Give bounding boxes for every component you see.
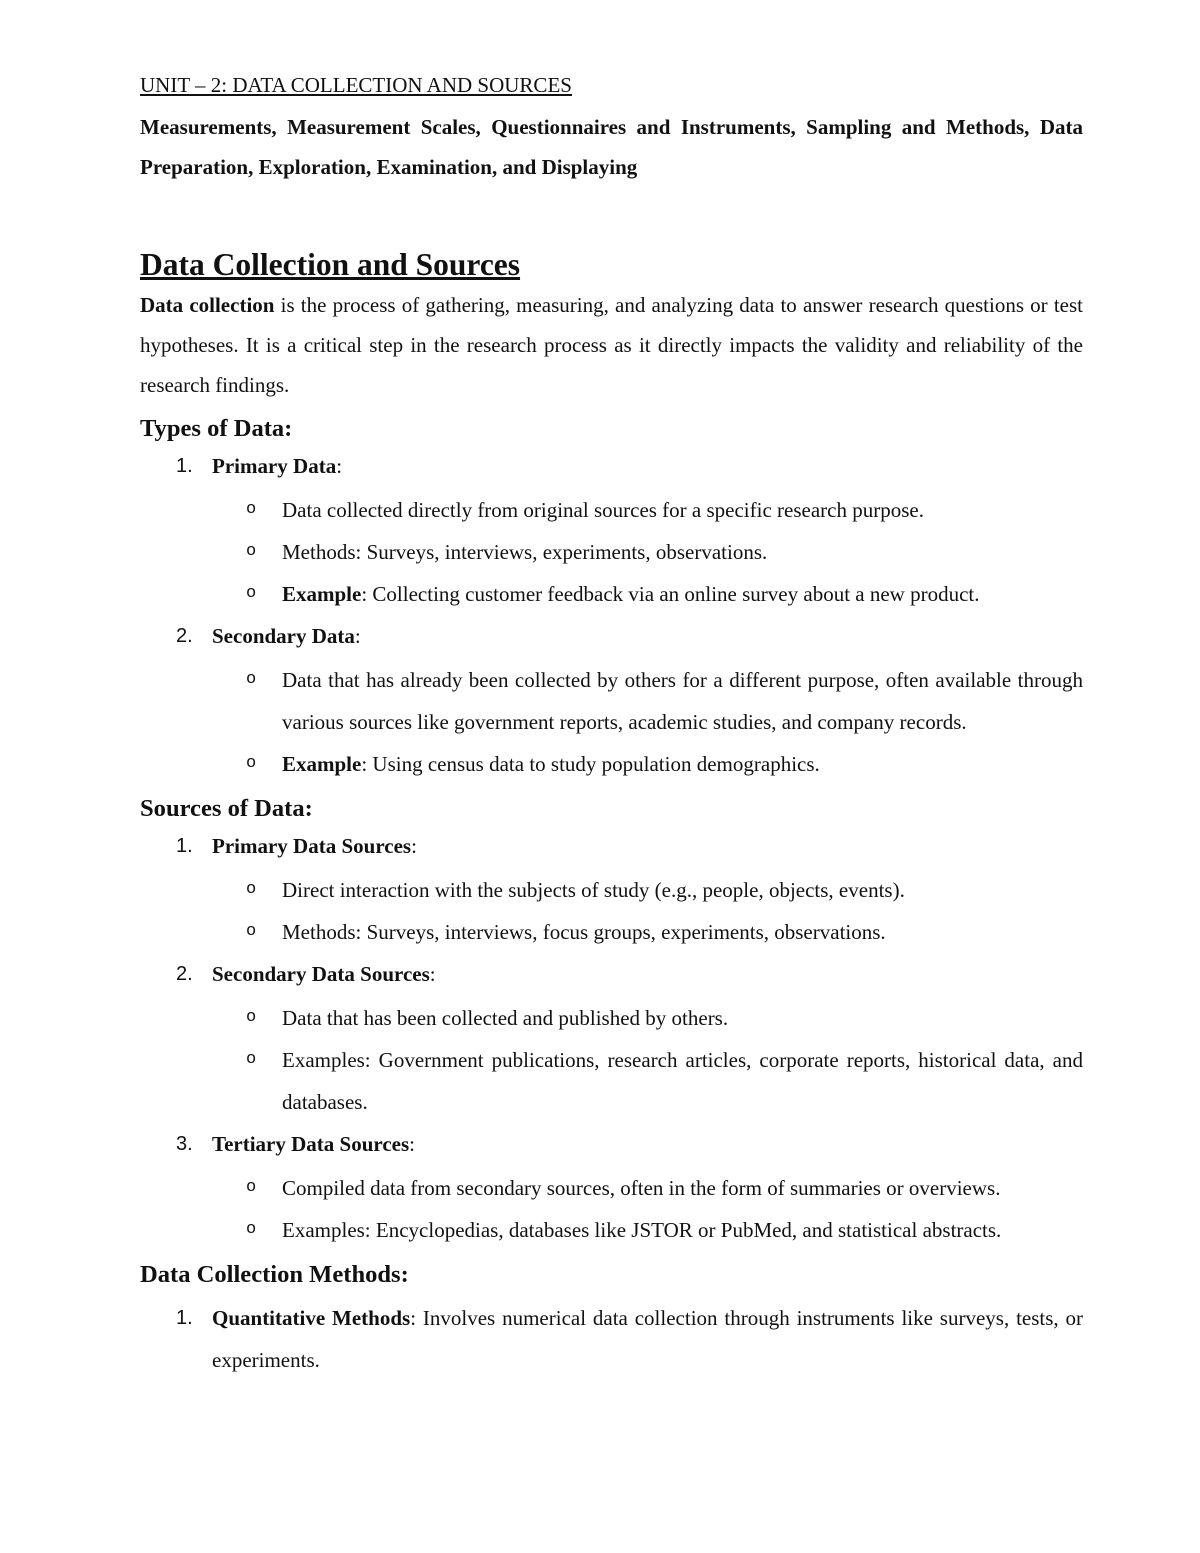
sub-list-item: o Methods: Surveys, interviews, focus groups, experiments, observations. <box>212 911 1083 953</box>
bullet-icon: o <box>246 500 257 519</box>
list-item: 1. Quantitative Methods: Involves numerical data collection through instruments like surveys, tests, or experiments. <box>140 1297 1083 1381</box>
intro-paragraph <box>140 285 1083 405</box>
list-item: 1. Primary Data Sources: o Direct interaction with the subjects of study (e.g., people, objects, events). o Methods: Surveys, interviews, focus groups, experiments, observations. <box>140 831 1083 953</box>
sub-list-item: o Examples: Government publications, research articles, corporate reports, historical data, and databases. <box>212 1039 1083 1123</box>
list-item: 2. Secondary Data Sources: o Data that has been collected and published by others. o Examples: Government publications, research articles, corporate reports, historical data, and databases. <box>140 959 1083 1123</box>
bullet-icon: o <box>246 1178 257 1197</box>
item-title: Tertiary Data Sources <box>212 1132 410 1156</box>
bullet-icon: o <box>246 1050 257 1069</box>
item-number: 2. <box>176 963 193 985</box>
bullet-icon: o <box>246 1008 257 1027</box>
sources-list <box>140 831 1083 1251</box>
methods-heading: Data Collection Methods: <box>140 1261 409 1288</box>
unit-title: UNIT – 2: DATA COLLECTION AND SOURCES <box>140 73 572 97</box>
section-heading-data-collection: Data Collection and Sources <box>140 247 521 282</box>
item-title: Primary Data Sources <box>212 834 412 858</box>
bullet-icon: o <box>246 1220 257 1239</box>
item-title: Secondary Data Sources <box>212 962 430 986</box>
intro-bold-term: Data collection <box>140 293 275 317</box>
list-item: 1. Primary Data: o Data collected directly from original sources for a specific research purpose. o Methods: Surveys, interviews, experiments, observations. o Example: Collecting customer feedback via an online survey about a new product. <box>140 451 1083 615</box>
sub-list <box>212 489 1083 615</box>
sub-list <box>212 869 1083 953</box>
item-number: 1. <box>176 835 193 857</box>
bullet-icon: o <box>246 754 257 773</box>
sub-list-item: o Data that has been collected and published by others. <box>212 997 1083 1039</box>
sub-list-item: o Example: Collecting customer feedback via an online survey about a new product. <box>212 573 1083 615</box>
item-title: Secondary Data <box>212 624 355 648</box>
bullet-icon: o <box>246 880 257 899</box>
bullet-icon: o <box>246 542 257 561</box>
sub-list-item: o Methods: Surveys, interviews, experiments, observations. <box>212 531 1083 573</box>
intro-text: is the process of gathering, measuring, and analyzing data to answer research questions or test hypotheses. It is a critical step in the research process as it directly impacts the validity and reliability of the research findings. <box>140 293 1083 397</box>
item-number: 1. <box>176 455 193 477</box>
item-number: 2. <box>176 625 193 647</box>
bullet-icon: o <box>246 670 257 689</box>
methods-list <box>140 1297 1083 1381</box>
item-title: Primary Data <box>212 454 337 478</box>
list-item: 3. Tertiary Data Sources: o Compiled data from secondary sources, often in the form of summaries or overviews. o Examples: Encyclopedias, databases like JSTOR or PubMed, and statistical abstracts. <box>140 1129 1083 1251</box>
sources-heading: Sources of Data: <box>140 795 313 822</box>
sub-list <box>212 659 1083 785</box>
sub-list <box>212 997 1083 1123</box>
types-heading: Types of Data: <box>140 415 293 442</box>
bullet-icon: o <box>246 584 257 603</box>
item-number: 1. <box>176 1307 193 1329</box>
sub-list-item: o Examples: Encyclopedias, databases like JSTOR or PubMed, and statistical abstracts. <box>212 1209 1083 1251</box>
sub-list-item: o Data that has already been collected by others for a different purpose, often available through various sources like government reports, academic studies, and company records. <box>212 659 1083 743</box>
sub-list-item: o Direct interaction with the subjects of study (e.g., people, objects, events). <box>212 869 1083 911</box>
sub-list-item: o Data collected directly from original sources for a specific research purpose. <box>212 489 1083 531</box>
unit-subtitle: Measurements, Measurement Scales, Questionnaires and Instruments, Sampling and Methods, Data Preparation, Exploration, Examination, and Displaying <box>140 115 1083 179</box>
item-number: 3. <box>176 1133 193 1155</box>
sub-list <box>212 1167 1083 1251</box>
types-list <box>140 451 1083 785</box>
sub-list-item: o Compiled data from secondary sources, often in the form of summaries or overviews. <box>212 1167 1083 1209</box>
list-item: 2. Secondary Data: o Data that has already been collected by others for a different purpose, often available through various sources like government reports, academic studies, and company records. o Example: Using census data to study population demographics. <box>140 621 1083 785</box>
item-title: Quantitative Methods <box>212 1306 411 1330</box>
sub-list-item: o Example: Using census data to study population demographics. <box>212 743 1083 785</box>
bullet-icon: o <box>246 922 257 941</box>
